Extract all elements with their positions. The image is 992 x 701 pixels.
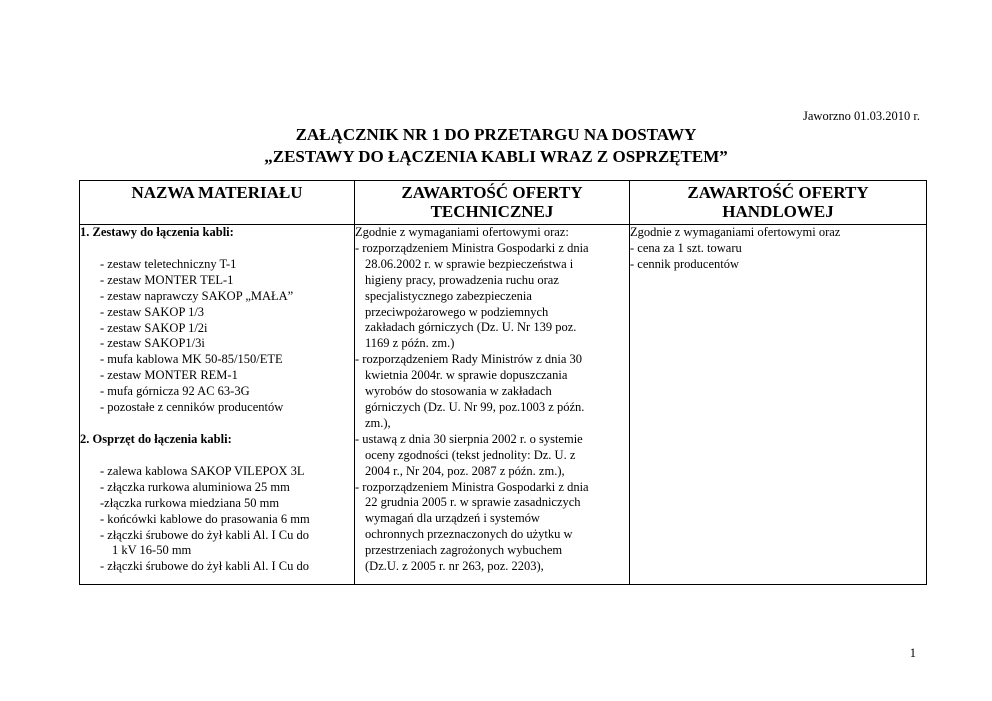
regulation-line: - rozporządzeniem Rady Ministrów z dnia 30: [355, 352, 583, 367]
regulation-line: oceny zgodności (tekst jednolity: Dz. U. z: [365, 447, 576, 462]
list-item: - zestaw naprawczy SAKOP „MAŁA”: [100, 288, 294, 303]
regulation-line: higieny pracy, prowadzenia ruchu oraz: [365, 272, 559, 287]
materials-table: [79, 180, 927, 585]
list-item: - złączki śrubowe do żył kabli Al. I Cu do: [100, 559, 309, 574]
list-item: - mufa kablowa MK 50-85/150/ETE: [100, 352, 283, 367]
regulation-line: kwietnia 2004r. w sprawie dopuszczania: [365, 368, 568, 383]
list-item: - zalewa kablowa SAKOP VILEPOX 3L: [100, 463, 305, 478]
section-heading: 2. Osprzęt do łączenia kabli:: [80, 431, 232, 446]
regulation-block: [355, 432, 629, 480]
material-cell: [80, 225, 355, 585]
regulation-line: zm.),: [365, 415, 391, 430]
list-item: - zestaw teletechniczny T-1: [100, 256, 237, 271]
technical-cell: [355, 225, 630, 585]
header-technical-offer: ZAWARTOŚĆ OFERTY TECHNICZNEJ: [355, 181, 630, 225]
material-list: [80, 464, 354, 575]
regulation-line: górniczych (Dz. U. Nr 99, poz.1003 z późn.: [365, 399, 585, 414]
regulation-block: [355, 352, 629, 432]
regulation-line: zakładach górniczych (Dz. U. Nr 139 poz.: [365, 320, 577, 335]
list-item: - zestaw SAKOP 1/2i: [100, 320, 208, 335]
regulation-line: 22 grudnia 2005 r. w sprawie zasadniczych: [365, 495, 581, 510]
list-item: - mufa górnicza 92 AC 63-3G: [100, 384, 250, 399]
list-item: - zestaw MONTER REM-1: [100, 368, 238, 383]
list-item: - cena za 1 szt. towaru: [630, 240, 742, 255]
header-commercial-offer: ZAWARTOŚĆ OFERTY HANDLOWEJ: [630, 181, 927, 225]
regulation-line: ochronnych przeznaczonych do użytku w: [365, 527, 573, 542]
document-title: [0, 124, 992, 168]
list-item: - zestaw SAKOP 1/3: [100, 304, 205, 319]
regulation-line: 28.06.2002 r. w sprawie bezpieczeństwa i: [365, 256, 574, 271]
commercial-cell: [630, 225, 927, 585]
material-list: [80, 257, 354, 416]
regulation-line: (Dz.U. z 2005 r. nr 263, poz. 2203),: [365, 559, 544, 574]
section-heading: 1. Zestawy do łączenia kabli:: [80, 225, 234, 239]
list-item: - zestaw SAKOP1/3i: [100, 336, 205, 351]
regulation-line: specjalistycznego zabezpieczenia: [365, 288, 532, 303]
regulation-line: - rozporządzeniem Ministra Gospodarki z dnia: [355, 240, 589, 255]
regulation-line: przeciwpożarowego w podziemnych: [365, 304, 549, 319]
list-item: - końcówki kablowe do prasowania 6 mm: [100, 511, 310, 526]
regulation-block: [355, 241, 629, 352]
regulation-line: - ustawą z dnia 30 sierpnia 2002 r. o systemie: [355, 431, 583, 446]
commercial-intro: Zgodnie z wymaganiami ofertowymi oraz: [630, 225, 841, 239]
regulation-line: 1169 z późn. zm.): [365, 336, 455, 351]
list-item: - cennik producentów: [630, 256, 739, 271]
regulation-line: 2004 r., Nr 204, poz. 2087 z późn. zm.),: [365, 463, 565, 478]
list-item: 1 kV 16-50 mm: [112, 543, 192, 558]
table-header-row: [80, 181, 927, 225]
header-material-name: NAZWA MATERIAŁU: [80, 181, 355, 225]
technical-intro: Zgodnie z wymaganiami ofertowymi oraz:: [355, 225, 569, 239]
page-number: 1: [909, 646, 916, 660]
list-item: - złączka rurkowa aluminiowa 25 mm: [100, 479, 290, 494]
regulation-line: - rozporządzeniem Ministra Gospodarki z dnia: [355, 479, 589, 494]
document-date: Jaworzno 01.03.2010 r.: [803, 109, 920, 123]
list-item: - zestaw MONTER TEL-1: [100, 272, 234, 287]
title-line-2: „ZESTAWY DO ŁĄCZENIA KABLI WRAZ Z OSPRZĘTEM”: [264, 147, 728, 166]
regulation-line: wymagań dla urządzeń i systemów: [365, 511, 540, 526]
table-row: [80, 225, 927, 585]
regulation-block: [355, 480, 629, 575]
list-item: -złączka rurkowa miedziana 50 mm: [100, 495, 280, 510]
regulation-line: przestrzeniach zagrożonych wybuchem: [365, 543, 563, 558]
regulation-line: wyrobów do stosowania w zakładach: [365, 384, 552, 399]
title-line-1: ZAŁĄCZNIK NR 1 DO PRZETARGU NA DOSTAWY: [295, 125, 697, 144]
list-item: - złączki śrubowe do żył kabli Al. I Cu do: [100, 527, 309, 542]
list-item: - pozostałe z cenników producentów: [100, 400, 284, 415]
